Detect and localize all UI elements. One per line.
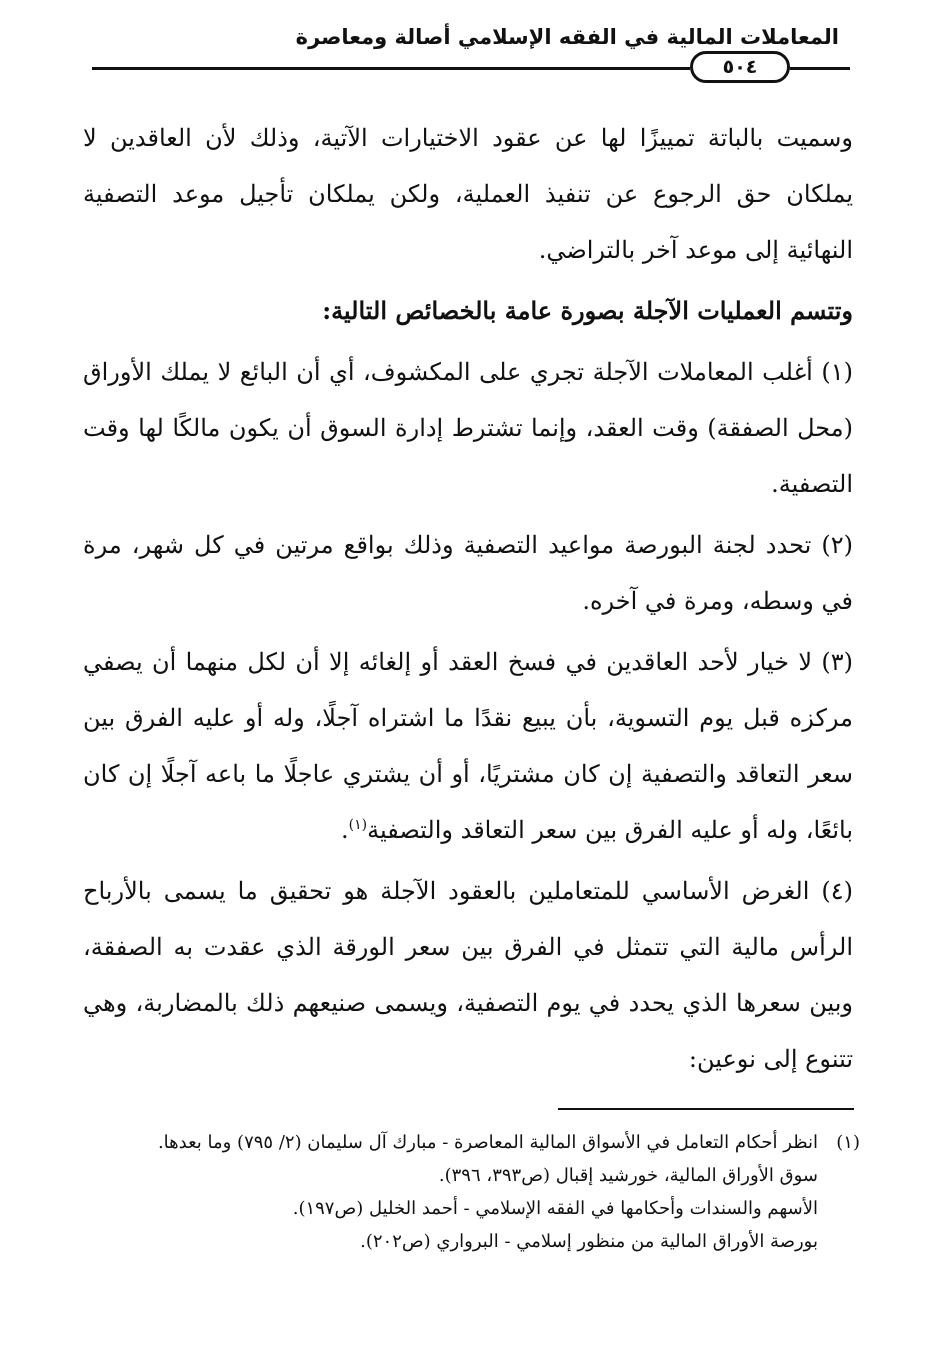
- paragraph-item-4: (٤) الغرض الأساسي للمتعاملين بالعقود الآجلة هو تحقيق ما يسمى بالأرباح الرأس مالية التي تتمثل في الفرق بين سعر الورقة الذي عقدت به الصفقة، وبين سعرها الذي يحدد في يوم التصفية، ويسمى صنيعهم ذلك بالمضاربة، وهي تتنوع إلى نوعين:: [83, 877, 854, 1073]
- body-text: [83, 110, 853, 1092]
- footnote-line: الأسهم والسندات وأحكامها في الفقه الإسلامي - أحمد الخليل (ص١٩٧).: [292, 1198, 818, 1219]
- footnote-number: (١): [836, 1132, 860, 1153]
- paragraph-intro: وسميت بالباتة تمييزًا لها عن عقود الاختيارات الآتية، وذلك لأن العاقدين لا يملكان حق الرجوع عن تنفيذ العملية، ولكن يملكان تأجيل موعد التصفية النهائية إلى موعد آخر بالتراضي.: [83, 124, 854, 264]
- footnote-text: انظر أحكام التعامل في الأسواق المالية المعاصرة - مبارك آل سليمان (٢/ ٧٩٥) وما بعدها.: [157, 1132, 818, 1153]
- paragraph-item-3-end: .: [340, 816, 349, 844]
- footnote-reference[interactable]: (١): [348, 817, 368, 833]
- footnote-separator: [558, 1108, 854, 1110]
- page-number: ٥٠٤: [690, 51, 790, 83]
- paragraph-item-3-text: (٣) لا خيار لأحد العاقدين في فسخ العقد أو إلغائه إلا أن لكل منهما أن يصفي مركزه قبل يوم التسوية، بأن يبيع نقدًا ما اشتراه آجلًا، وله أو عليه الفرق بين سعر التعاقد والتصفية إن كان مشتريًا، أو أن يشتري عاجلًا ما باعه آجلًا إن كان بائعًا، وله أو عليه الفرق بين سعر التعاقد والتصفية: [83, 648, 854, 844]
- paragraph-heading: وتتسم العمليات الآجلة بصورة عامة بالخصائص التالية:: [322, 296, 853, 325]
- paragraph-item-2: (٢) تحدد لجنة البورصة مواعيد التصفية وذلك بواقع مرتين في كل شهر، مرة في وسطه، ومرة في آخره.: [83, 531, 853, 615]
- footnote-line: [90, 1126, 860, 1159]
- footnotes: [90, 1126, 860, 1258]
- paragraph-item-3: [83, 634, 853, 858]
- footnote-line: بورصة الأوراق المالية من منظور إسلامي - البرواري (ص٢٠٢).: [360, 1231, 818, 1252]
- running-title: المعاملات المالية في الفقه الإسلامي أصالة ومعاصرة: [295, 25, 839, 49]
- header-rule-left: [92, 67, 690, 70]
- footnote-line: سوق الأوراق المالية، خورشيد إقبال (ص٣٩٣، ٣٩٦).: [438, 1165, 818, 1186]
- header-rule-right: [790, 67, 850, 70]
- paragraph-item-1: (١) أغلب المعاملات الآجلة تجري على المكشوف، أي أن البائع لا يملك الأوراق (محل الصفقة) وقت العقد، وإنما تشترط إدارة السوق أن يكون مالكًا لها وقت التصفية.: [83, 358, 853, 498]
